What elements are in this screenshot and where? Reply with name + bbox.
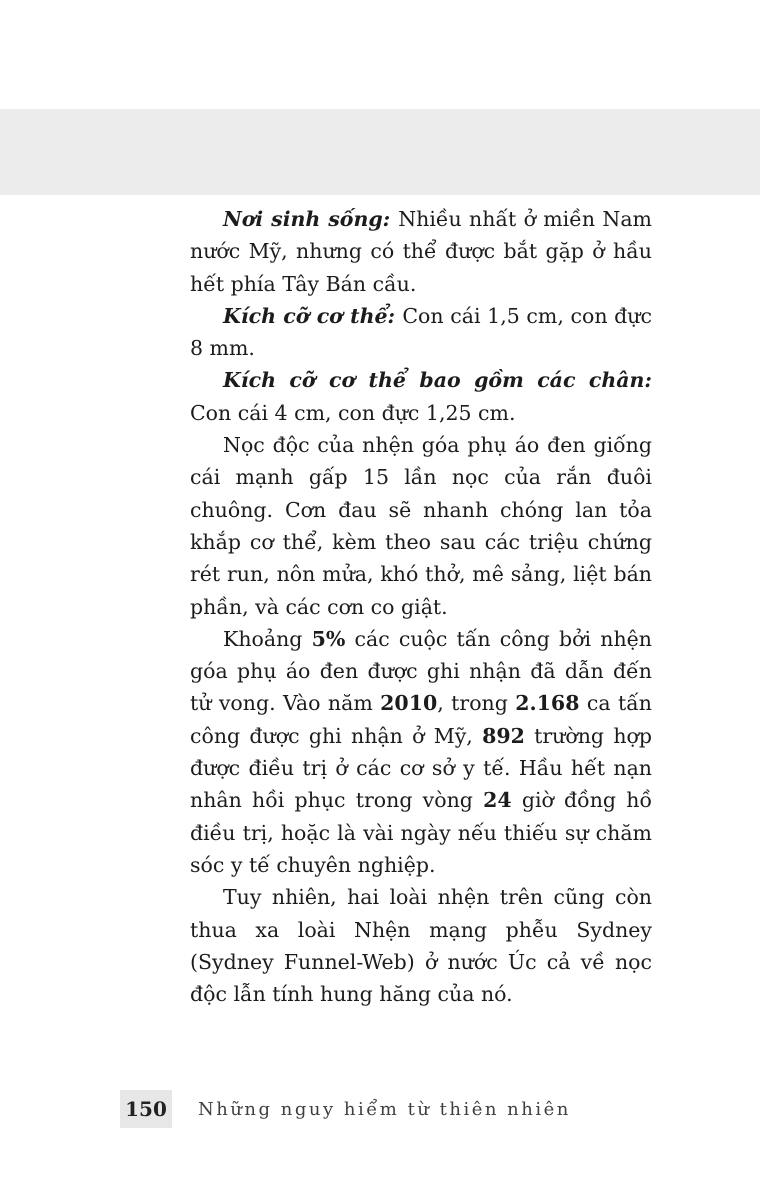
paragraph	[190, 881, 652, 1010]
footer-running-title: Những nguy hiểm từ thiên nhiên	[198, 1098, 571, 1120]
text-run: , trong	[437, 691, 516, 716]
text-run: Khoảng	[223, 626, 312, 651]
paragraph	[190, 429, 652, 623]
text-run: Con cái 1,5 cm, con đực 8 mm.	[190, 303, 652, 361]
text-run: giờ đồng hồ điều trị, hoặc là vài ngày nếu thiếu sự chăm sóc y tế chuyên nghiệp.	[190, 788, 652, 877]
top-decorative-band	[0, 109, 760, 195]
text-run: 892	[482, 723, 525, 748]
text-run: 24	[483, 788, 512, 813]
text-run: Tuy nhiên, hai loài nhện trên cũng còn thua xa loài Nhện mạng phễu Sydney (Sydney Funnel-Web) ở nước Úc cả về nọc độc lẫn tính hung hăng của nó.	[190, 885, 652, 1007]
text-run: trường hợp được điều trị ở các cơ sở y tế. Hầu hết nạn nhân hồi phục trong vòng	[190, 723, 652, 813]
text-run: ca tấn công được ghi nhận ở Mỹ,	[190, 691, 652, 748]
text-run: 5%	[311, 626, 346, 651]
paragraph	[190, 203, 652, 300]
text-run: 2010	[380, 691, 438, 716]
paragraph	[190, 623, 652, 881]
text-run: Con cái 4 cm, con đực 1,25 cm.	[190, 400, 516, 425]
page-footer	[120, 1090, 571, 1128]
body-text	[190, 203, 652, 1010]
text-run: Kích cỡ cơ thể:	[223, 303, 403, 328]
paragraph	[190, 364, 652, 429]
text-run: Nọc độc của nhện góa phụ áo đen giống cái mạnh gấp 15 lần nọc của rắn đuôi chuông. Cơn đau sẽ nhanh chóng lan tỏa khắp cơ thể, kèm theo sau các triệu chứng rét run, nôn mửa, khó thở, mê sảng, liệt bán phần, và các cơn co giật.	[190, 433, 652, 619]
page-number: 150	[120, 1090, 172, 1128]
text-run: Nơi sinh sống:	[223, 207, 399, 231]
paragraph	[190, 300, 652, 365]
text-run: 2.168	[515, 691, 580, 716]
text-run: các cuộc tấn công bởi nhện góa phụ áo đen được ghi nhận đã dẫn đến tử vong. Vào năm	[190, 626, 652, 716]
text-run: Nhiều nhất ở miền Nam nước Mỹ, nhưng có thể được bắt gặp ở hầu hết phía Tây Bán cầu.	[190, 207, 652, 296]
text-run: Kích cỡ cơ thể bao gồm các chân:	[223, 368, 652, 393]
